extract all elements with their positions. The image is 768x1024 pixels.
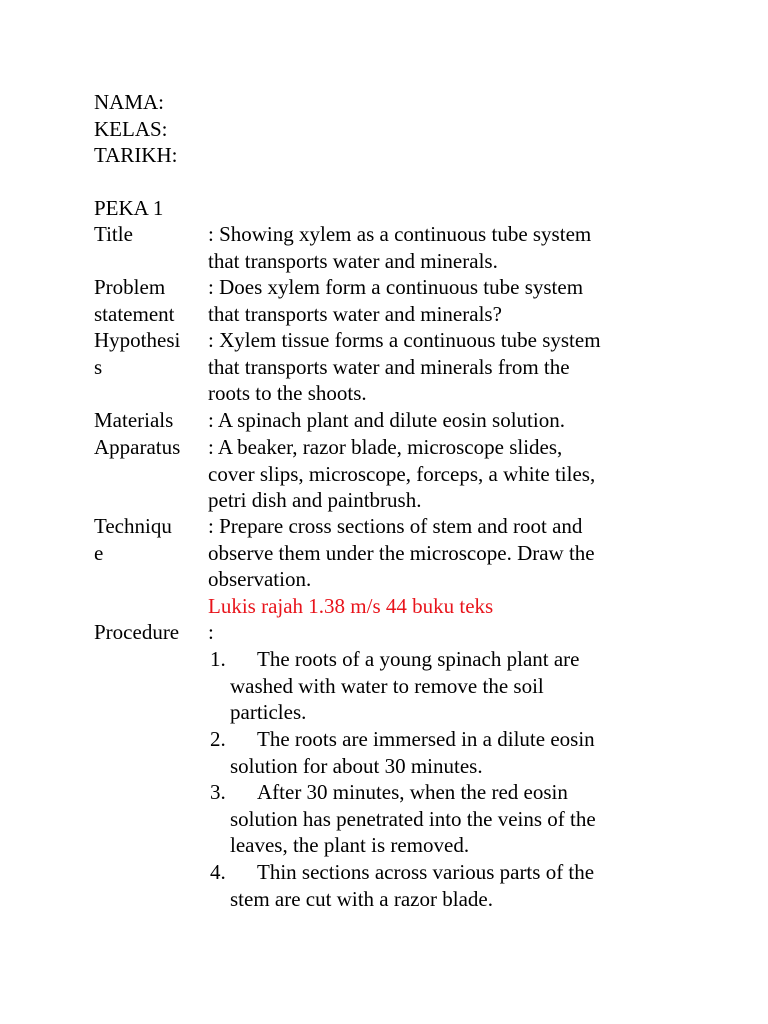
step-text-first-line: After 30 minutes, when the red eosin (257, 780, 568, 804)
row-value (208, 274, 678, 327)
step-line: solution for about 30 minutes. (230, 753, 483, 778)
peka-heading: PEKA 1 (94, 196, 164, 220)
value-line: : (208, 620, 214, 644)
step-text-first-line: The roots are immersed in a dilute eosin (257, 727, 595, 751)
value-line: petri dish and paintbrush. (208, 488, 422, 512)
row-label (94, 513, 206, 566)
row-value (208, 619, 678, 646)
row-value (208, 327, 678, 407)
value-line: roots to the shoots. (208, 381, 367, 405)
row-label (94, 407, 206, 434)
row-value (208, 513, 678, 619)
value-line: observation. (208, 567, 312, 591)
value-line: observe them under the microscope. Draw the (208, 540, 595, 565)
row-label (94, 221, 206, 248)
value-line: : Does xylem form a continuous tube system (208, 275, 584, 299)
value-line: that transports water and minerals from the (208, 354, 570, 379)
label-line: Materials (94, 408, 174, 432)
label-line: e (94, 540, 104, 565)
row-value (208, 434, 678, 514)
label-line: Hypothesi (94, 328, 181, 352)
value-line: cover slips, microscope, forceps, a white tiles, (208, 461, 596, 486)
value-line: that transports water and minerals. (208, 248, 498, 273)
step-number: 2. (210, 727, 226, 751)
label-line: Apparatus (94, 435, 181, 459)
row-label (94, 327, 206, 380)
step-line: stem are cut with a razor blade. (230, 886, 493, 911)
step-number: 3. (210, 780, 226, 804)
row-value (208, 407, 678, 434)
row-label (94, 274, 206, 327)
tarikh-field: TARIKH: (94, 143, 178, 167)
textbook-reference-note: Lukis rajah 1.38 m/s 44 buku teks (208, 593, 494, 618)
label-line: Procedure (94, 620, 180, 644)
value-line: that transports water and minerals? (208, 301, 502, 326)
row-label (94, 619, 206, 646)
step-line: leaves, the plant is removed. (230, 833, 470, 857)
value-line: : A spinach plant and dilute eosin solution. (208, 408, 565, 432)
value-line: : Xylem tissue forms a continuous tube system (208, 328, 601, 352)
step-text-first-line: The roots of a young spinach plant are (257, 647, 580, 671)
label-line: statement (94, 301, 175, 326)
step-number: 1. (210, 647, 226, 671)
value-line: : Prepare cross sections of stem and root and (208, 514, 583, 538)
step-line: solution has penetrated into the veins of the (230, 806, 596, 831)
nama-field: NAMA: (94, 90, 165, 114)
step-text-continued (230, 753, 670, 780)
step-line: washed with water to remove the soil (230, 673, 544, 698)
step-text-continued (230, 806, 670, 859)
label-line: Techniqu (94, 514, 172, 538)
label-line: s (94, 354, 103, 379)
step-number: 4. (210, 860, 226, 884)
value-line: : Showing xylem as a continuous tube system (208, 222, 592, 246)
row-value (208, 221, 678, 274)
step-text-continued (230, 886, 670, 913)
value-line: : A beaker, razor blade, microscope slides, (208, 435, 563, 459)
step-text-first-line: Thin sections across various parts of the (257, 860, 595, 884)
step-text-continued (230, 673, 670, 726)
row-label (94, 434, 206, 461)
student-header (94, 89, 177, 169)
label-line: Title (94, 222, 133, 246)
step-line: particles. (230, 700, 307, 724)
label-line: Problem (94, 275, 166, 299)
kelas-field: KELAS: (94, 116, 168, 141)
